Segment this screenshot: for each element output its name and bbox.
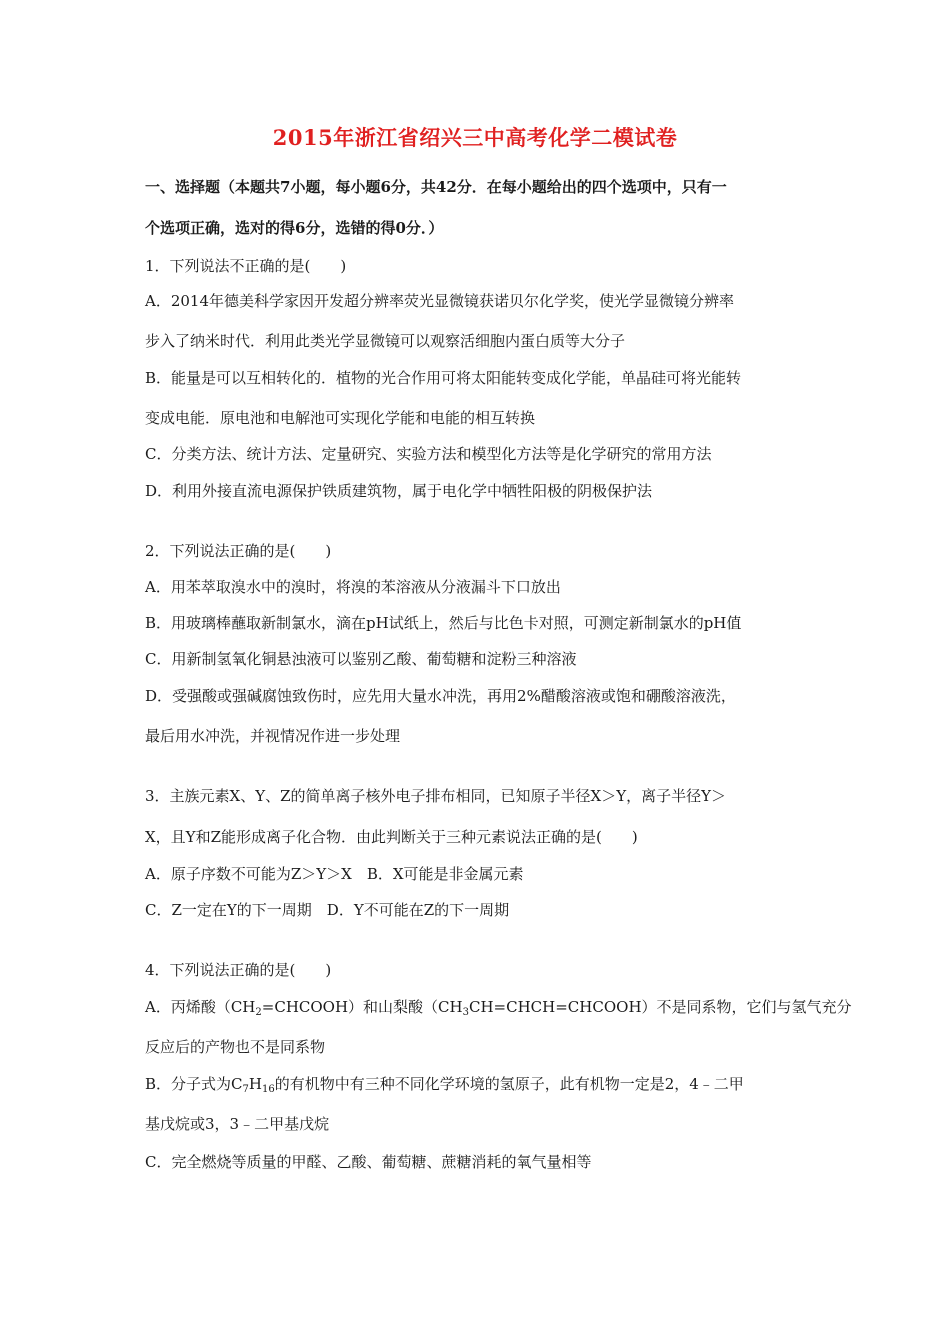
q1-option-a-line1: A．2014年德美科学家因开发超分辨率荧光显微镜获诺贝尔化学奖，使光学显微镜分辨率: [145, 292, 735, 310]
q2-option-d-line2: 最后用水冲洗，并视情况作进一步处理: [145, 727, 401, 745]
q4-option-a-line1: [145, 997, 852, 1017]
text-segment: 的有机物中有三种不同化学环境的氢原子，此有机物一定是2，4﹣二甲: [274, 1075, 744, 1093]
text-segment: =CHCOOH）和山梨酸（CH: [261, 998, 463, 1016]
q1-option-d: D．利用外接直流电源保护铁质建筑物，属于电化学中牺牲阳极的阴极保护法: [145, 482, 653, 500]
q1-stem: 1．下列说法不正确的是( ): [145, 257, 347, 275]
q3-stem-line2: X，且Y和Z能形成离子化合物．由此判断关于三种元素说法正确的是( ): [145, 828, 638, 846]
q2-option-b: B．用玻璃棒蘸取新制氯水，滴在pH试纸上，然后与比色卡对照，可测定新制氯水的pH值: [145, 614, 742, 632]
q1-option-c: C．分类方法、统计方法、定量研究、实验方法和模型化方法等是化学研究的常用方法: [145, 445, 712, 463]
subscript: 7: [242, 1084, 249, 1095]
q1-option-b-line1: B．能量是可以互相转化的．植物的光合作用可将太阳能转变成化学能，单晶硅可将光能转: [145, 369, 742, 387]
q4-option-b-line1: [145, 1074, 744, 1094]
exam-title: 2015年浙江省绍兴三中高考化学二模试卷: [272, 125, 678, 150]
q2-option-a: A．用苯萃取溴水中的溴时，将溴的苯溶液从分液漏斗下口放出: [145, 578, 561, 596]
subscript: 2: [255, 1007, 262, 1018]
section-heading-line2: 个选项正确，选对的得6分，选错的得0分．）: [145, 219, 444, 237]
subscript: 3: [462, 1007, 469, 1018]
q3-stem-line1: 3．主族元素X、Y、Z的简单离子核外电子排布相同，已知原子半径X＞Y，离子半径Y＞: [145, 787, 727, 805]
q3-options-cd: C．Z一定在Y的下一周期 D．Y不可能在Z的下一周期: [145, 901, 510, 919]
q4-stem: 4．下列说法正确的是( ): [145, 961, 332, 979]
q4-option-a-line2: 反应后的产物也不是同系物: [145, 1038, 326, 1056]
q2-option-c: C．用新制氢氧化铜悬浊液可以鉴别乙酸、葡萄糖和淀粉三种溶液: [145, 650, 577, 668]
text-segment: CH=CHCH=CHCOOH）不是同系物，它们与氢气充分: [469, 998, 852, 1016]
text-segment: B．分子式为C: [145, 1075, 243, 1093]
q3-options-ab: A．原子序数不可能为Z＞Y＞X B．X可能是非金属元素: [145, 865, 524, 883]
q4-option-c: C．完全燃烧等质量的甲醛、乙酸、葡萄糖、蔗糖消耗的氧气量相等: [145, 1153, 592, 1171]
subscript: 16: [261, 1084, 275, 1095]
text-segment: H: [248, 1075, 262, 1093]
q2-stem: 2．下列说法正确的是( ): [145, 542, 332, 560]
q2-option-d-line1: D．受强酸或强碱腐蚀致伤时，应先用大量水冲洗，再用2%醋酸溶液或饱和硼酸溶液洗，: [145, 687, 736, 705]
q1-option-b-line2: 变成电能．原电池和电解池可实现化学能和电能的相互转换: [145, 409, 536, 427]
text-segment: A．丙烯酸（CH: [145, 998, 256, 1016]
section-heading-line1: 一、选择题（本题共7小题，每小题6分，共42分．在每小题给出的四个选项中，只有一: [145, 178, 727, 196]
q1-option-a-line2: 步入了纳米时代．利用此类光学显微镜可以观察活细胞内蛋白质等大分子: [145, 332, 626, 350]
q4-option-b-line2: 基戊烷或3，3﹣二甲基戊烷: [145, 1115, 330, 1133]
